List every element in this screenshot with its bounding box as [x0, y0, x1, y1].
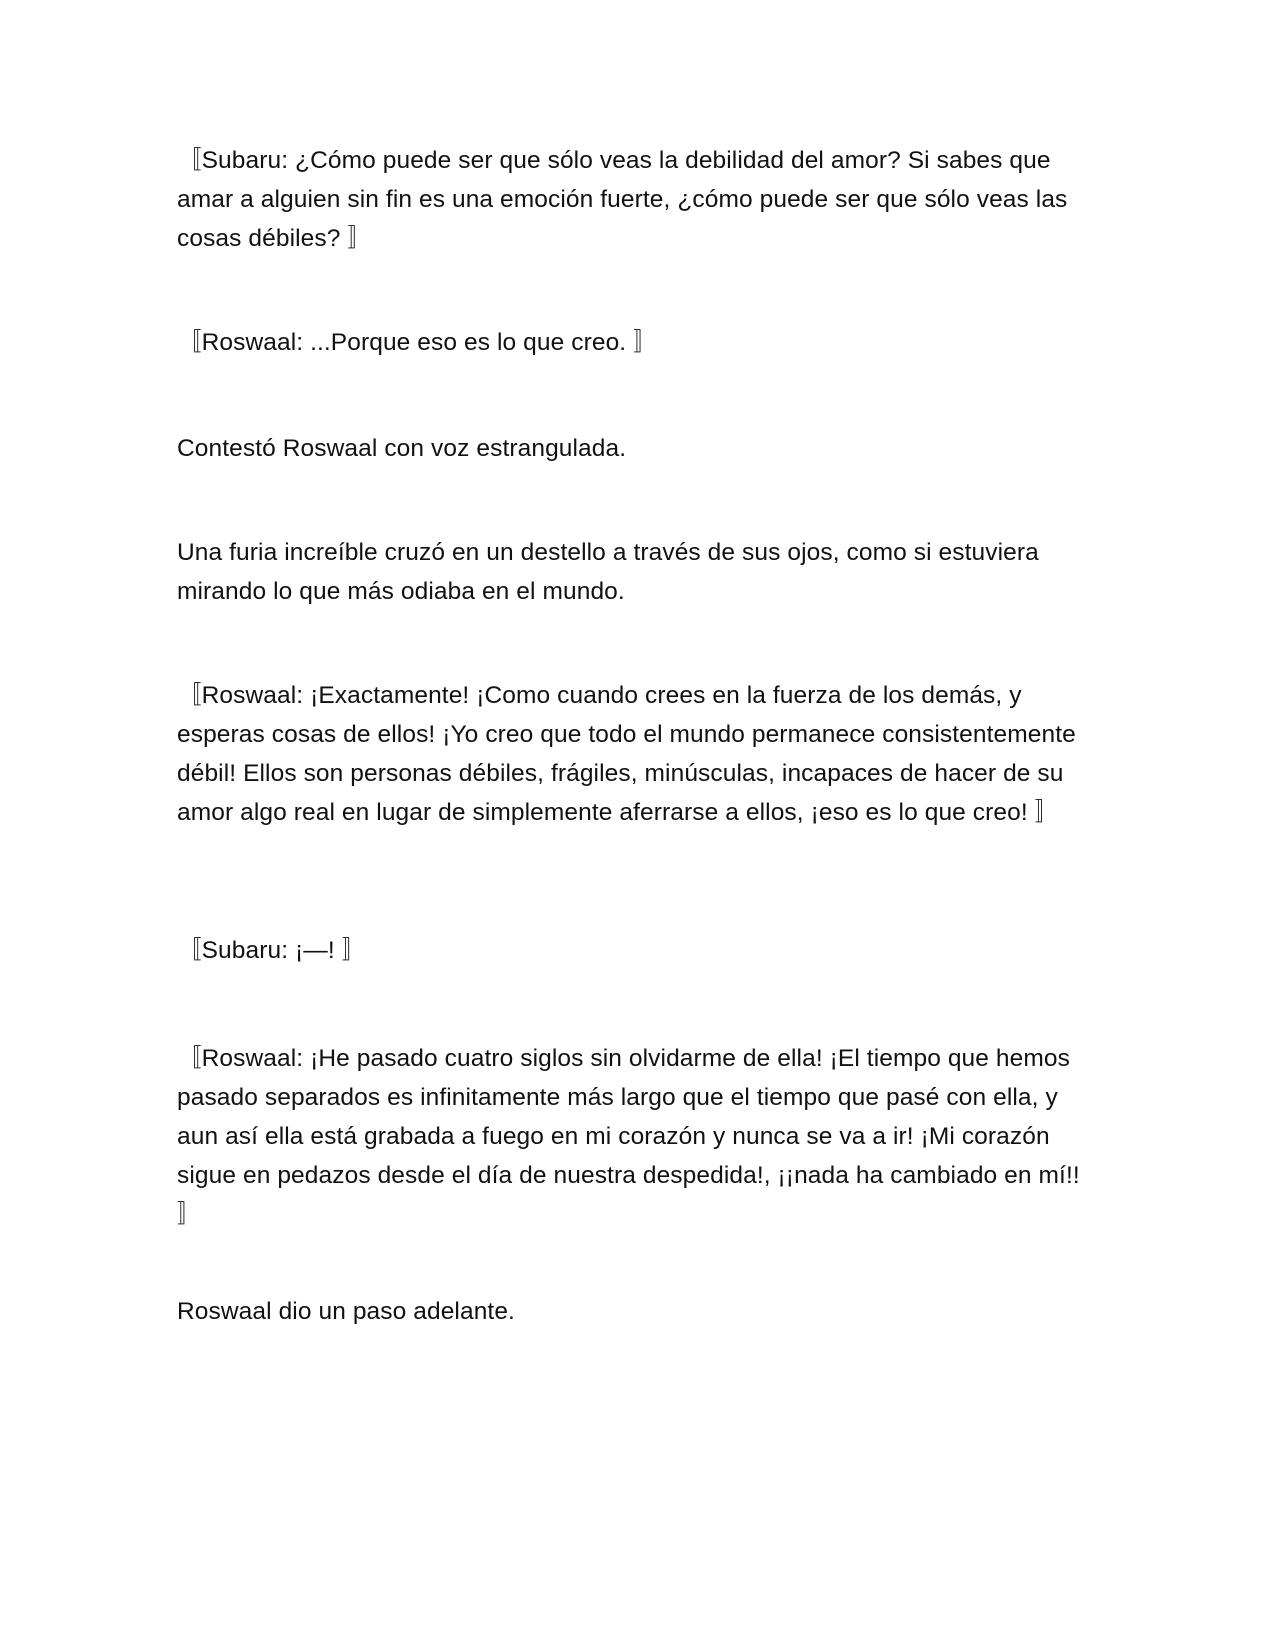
dialogue-roswaal-2: 〚Roswaal: ¡Exactamente! ¡Como cuando crees en la fuerza de los demás, y esperas cosas de ellos! ¡Yo creo que todo el mundo permanece consistentemente débil! Ellos son personas débiles, frágiles, minúsculas, incapaces de hacer de su amor algo real en lugar de simplemente aferrarse a ellos, ¡eso es lo que creo! 〛 [177, 682, 1076, 826]
dialogue-roswaal-1: 〚Roswaal: ...Porque eso es lo que creo. 〛 [177, 329, 658, 356]
dialogue-roswaal-3: 〚Roswaal: ¡He pasado cuatro siglos sin olvidarme de ella! ¡El tiempo que hemos pasado separados es infinitamente más largo que el tiempo que pasé con ella, y aun así ella está grabada a fuego en mi corazón y nunca se va a ir! ¡Mi corazón sigue en pedazos desde el día de nuestra despedida!, ¡¡nada ha cambiado en mí!! 〛 [177, 1045, 1080, 1228]
narration-2: Una furia increíble cruzó en un destello a través de sus ojos, como si estuviera mirando lo que más odiaba en el mundo. [177, 539, 1039, 605]
dialogue-subaru-2: 〚Subaru: ¡—! 〛 [177, 937, 367, 964]
narration-1: Contestó Roswaal con voz estrangulada. [177, 435, 627, 462]
dialogue-subaru-1: 〚Subaru: ¿Cómo puede ser que sólo veas la debilidad del amor? Si sabes que amar a alguien sin fin es una emoción fuerte, ¿cómo puede ser que sólo veas las cosas débiles? 〛 [177, 147, 1068, 252]
narration-3: Roswaal dio un paso adelante. [177, 1298, 515, 1325]
